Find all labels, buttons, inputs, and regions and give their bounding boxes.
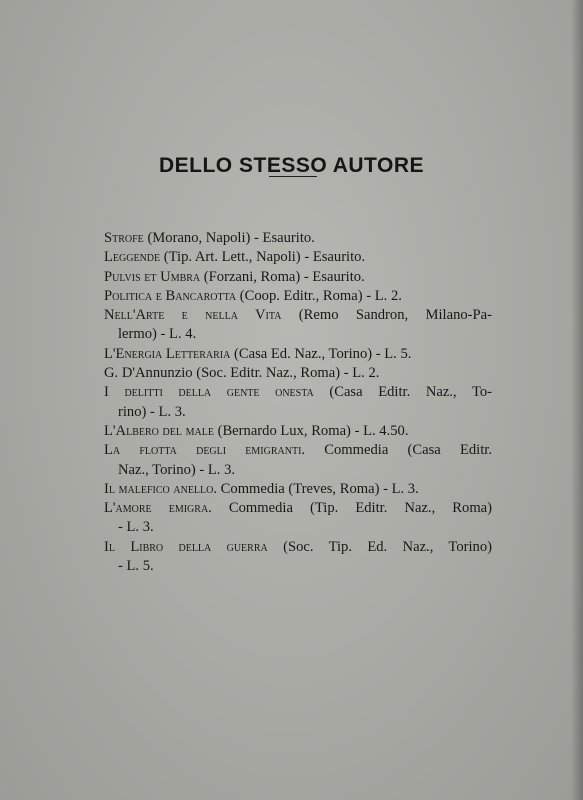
entry-title: Pulvis et Umbra (104, 268, 201, 285)
bibliography-entry (104, 480, 492, 499)
entry-details: (Coop. Editr., Roma) - L. 2. (236, 287, 402, 304)
entry-line (104, 287, 492, 306)
entry-line (104, 229, 492, 248)
entry-title: Il malefico anello. (104, 480, 218, 497)
entry-line (104, 480, 492, 499)
entry-line (104, 268, 492, 287)
bibliography-entry (104, 422, 492, 441)
entry-details: (Soc. Tip. Ed. Naz., Torino) (267, 538, 492, 555)
entry-details: (Bernardo Lux, Roma) - L. 4.50. (213, 422, 409, 439)
entry-line (104, 422, 492, 441)
entry-details: (Casa Editr. Naz., To- (313, 384, 492, 401)
heading-rule (269, 176, 317, 177)
entry-details: (Tip. Art. Lett., Napoli) - Esaurito. (160, 249, 366, 266)
bibliography-entry (104, 345, 492, 364)
entry-line (104, 538, 492, 557)
entry-line (104, 383, 492, 402)
entry-details: Commedia (Casa Editr. (305, 442, 492, 459)
entry-title: L'amore emigra. (104, 500, 212, 517)
bibliography-entry (104, 383, 492, 422)
entry-details: rino) - L. 3. (118, 403, 186, 420)
entry-line (104, 306, 492, 325)
entry-title: Nell'Arte e nella Vita (104, 307, 282, 324)
entry-continuation-line (104, 325, 492, 344)
entry-continuation-line (104, 518, 492, 537)
entry-line (104, 345, 492, 364)
entry-details: G. D'Annunzio (Soc. Editr. Naz., Roma) - L. 2. (104, 365, 380, 382)
entry-title: L'Energia Letteraria (104, 345, 231, 362)
entry-title: L'Albero del male (104, 422, 214, 439)
entry-continuation-line (104, 461, 492, 480)
entry-title: Leggende (104, 249, 161, 266)
entry-title: Il Libro della guerra (104, 538, 268, 555)
bibliography-entry (104, 248, 492, 267)
entry-line (104, 499, 492, 518)
entry-details: Naz., Torino) - L. 3. (118, 461, 236, 478)
entry-line (104, 248, 492, 267)
entry-continuation-line (104, 557, 492, 576)
entry-title: Strofe (104, 230, 144, 246)
entry-title: Politica e Bancarotta (104, 287, 237, 304)
bibliography-entry (104, 287, 492, 306)
bibliography-entry (104, 306, 492, 345)
bibliography-entry (104, 229, 492, 248)
bibliography-entry (104, 268, 492, 287)
entry-details: (Morano, Napoli) - Esaurito. (143, 230, 315, 246)
entry-line (104, 441, 492, 460)
bibliography-list (104, 229, 492, 576)
entry-details: - L. 5. (118, 558, 154, 575)
entry-title: I delitti della gente onesta (104, 384, 314, 401)
entry-details: (Forzani, Roma) - Esaurito. (200, 268, 365, 285)
page-edge-shadow (571, 0, 583, 800)
entry-details: lermo) - L. 4. (118, 326, 197, 343)
page-heading: DELLO STESSO AUTORE (158, 154, 425, 178)
entry-title: La flotta degli emigranti. (104, 442, 306, 459)
bibliography-entry (104, 499, 492, 538)
entry-details: Commedia (Treves, Roma) - L. 3. (217, 480, 419, 497)
entry-continuation-line (104, 403, 492, 422)
entry-line (104, 364, 492, 383)
entry-details: (Casa Ed. Naz., Torino) - L. 5. (230, 345, 412, 362)
entry-details: Commedia (Tip. Editr. Naz., Roma) (211, 500, 493, 517)
entry-details: - L. 3. (118, 519, 154, 536)
bibliography-entry (104, 364, 492, 383)
bibliography-entry (104, 441, 492, 480)
entry-details: (Remo Sandron, Milano-Pa- (281, 307, 492, 324)
bibliography-entry (104, 538, 492, 577)
